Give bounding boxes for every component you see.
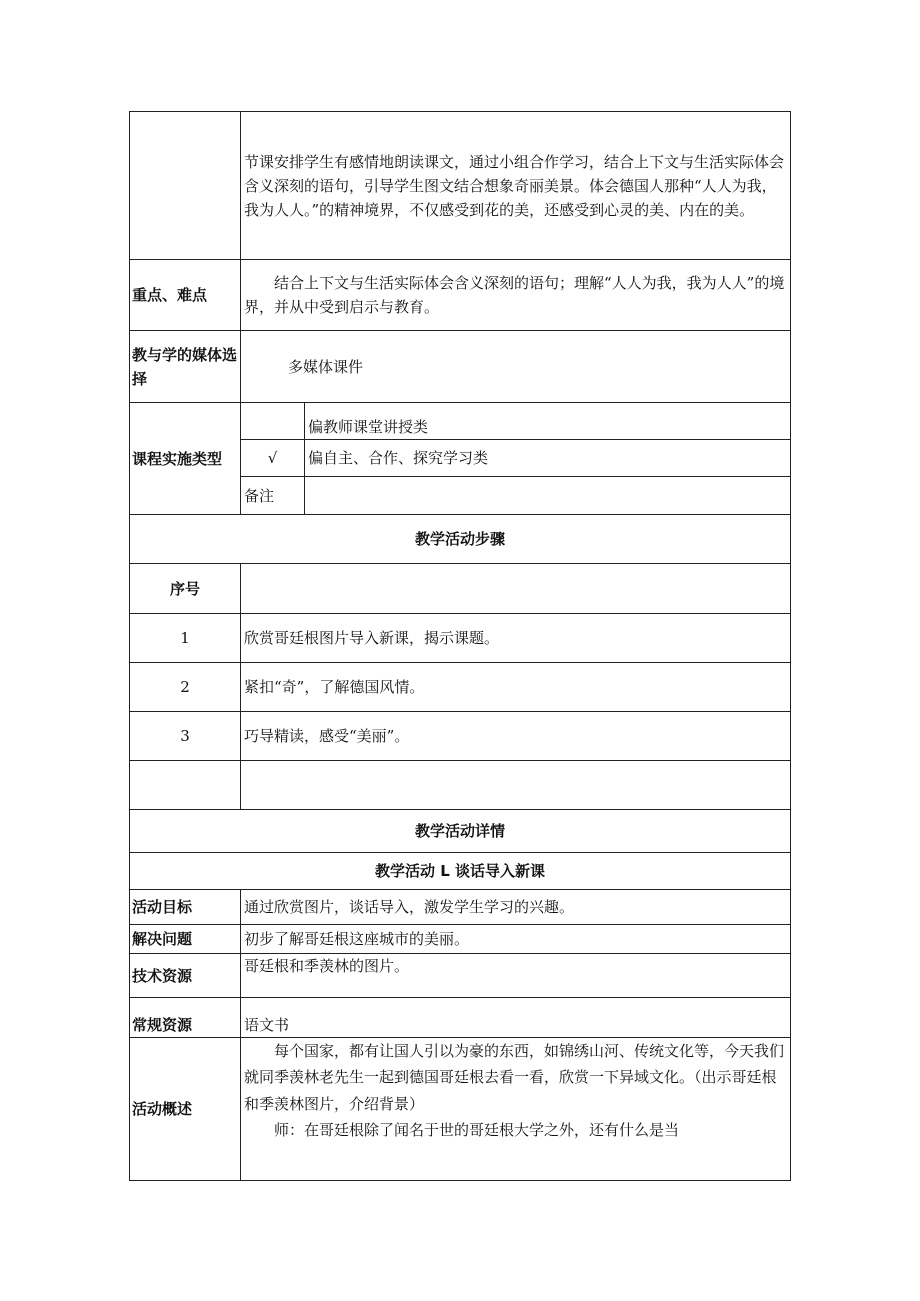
course-type-label: 课程实施类型	[130, 403, 241, 515]
course-type-option-2: 偏自主、合作、探究学习类	[305, 440, 791, 477]
details-heading-row	[130, 810, 791, 853]
intro-row	[130, 112, 791, 260]
course-type-option-1: 偏教师课堂讲授类	[305, 403, 791, 440]
step-row	[130, 663, 791, 712]
intro-label-cell	[130, 112, 241, 260]
lesson-plan-table	[129, 111, 791, 1181]
course-type-mark-2: √	[241, 440, 305, 477]
step-text: 巧导精读，感受“美丽”。	[241, 712, 791, 761]
course-type-row-1	[130, 403, 791, 440]
intro-text: 节课安排学生有感情地朗读课文，通过小组合作学习，结合上下文与生活实际体会含义深刻的语句，引导学生图文结合想象奇丽美景。体会德国人那种“人人为我，我为人人。”的精神境界，不仅感受到花的美，还感受到心灵的美、内在的美。	[241, 112, 791, 260]
problem-row	[130, 925, 791, 954]
problem-text: 初步了解哥廷根这座城市的美丽。	[241, 925, 791, 954]
regular-text: 语文书	[241, 998, 791, 1038]
activity-title-row	[130, 853, 791, 890]
steps-col-header: 序号	[130, 564, 241, 614]
step-text	[241, 761, 791, 810]
step-text: 欣赏哥廷根图片导入新课，揭示课题。	[241, 614, 791, 663]
step-number: 3	[130, 712, 241, 761]
step-row	[130, 712, 791, 761]
step-number: 2	[130, 663, 241, 712]
regular-label: 常规资源	[130, 998, 241, 1038]
tech-row	[130, 954, 791, 998]
step-number: 1	[130, 614, 241, 663]
steps-header-row	[130, 564, 791, 614]
step-number	[130, 761, 241, 810]
overview-row	[130, 1038, 791, 1181]
remark-text	[305, 477, 791, 515]
remark-label: 备注	[241, 477, 305, 515]
key-points-label: 重点、难点	[130, 260, 241, 331]
tech-label: 技术资源	[130, 954, 241, 998]
media-label: 教与学的媒体选择	[130, 331, 241, 403]
problem-label: 解决问题	[130, 925, 241, 954]
details-heading: 教学活动详情	[130, 810, 791, 853]
media-text: 多媒体课件	[241, 331, 791, 403]
steps-heading: 教学活动步骤	[130, 515, 791, 564]
steps-col-header-blank	[241, 564, 791, 614]
overview-label: 活动概述	[130, 1038, 241, 1181]
key-points-row	[130, 260, 791, 331]
step-row	[130, 614, 791, 663]
key-points-text: 结合上下文与生活实际体会含义深刻的语句；理解“人人为我，我为人人”的境界，并从中受到启示与教育。	[241, 260, 791, 331]
goal-row	[130, 890, 791, 925]
regular-row	[130, 998, 791, 1038]
activity-title: 教学活动 L 谈话导入新课	[130, 853, 791, 890]
goal-label: 活动目标	[130, 890, 241, 925]
overview-paragraph-2: 师：在哥廷根除了闻名于世的哥廷根大学之外，还有什么是当	[274, 1120, 680, 1139]
step-text: 紧扣“奇”，了解德国风情。	[241, 663, 791, 712]
course-type-mark-1	[241, 403, 305, 440]
media-row	[130, 331, 791, 403]
step-row	[130, 761, 791, 810]
overview-content	[241, 1038, 791, 1181]
goal-text: 通过欣赏图片，谈话导入，激发学生学习的兴趣。	[241, 890, 791, 925]
tech-text: 哥廷根和季羡林的图片。	[241, 954, 791, 998]
steps-heading-row	[130, 515, 791, 564]
overview-paragraph-1: 每个国家，都有让国人引以为豪的东西，如锦绣山河、传统文化等，今天我们就同季羡林老先生一起到德国哥廷根去看一看，欣赏一下异域文化。（出示哥廷根和季羡林图片，介绍背景）	[244, 1042, 785, 1113]
